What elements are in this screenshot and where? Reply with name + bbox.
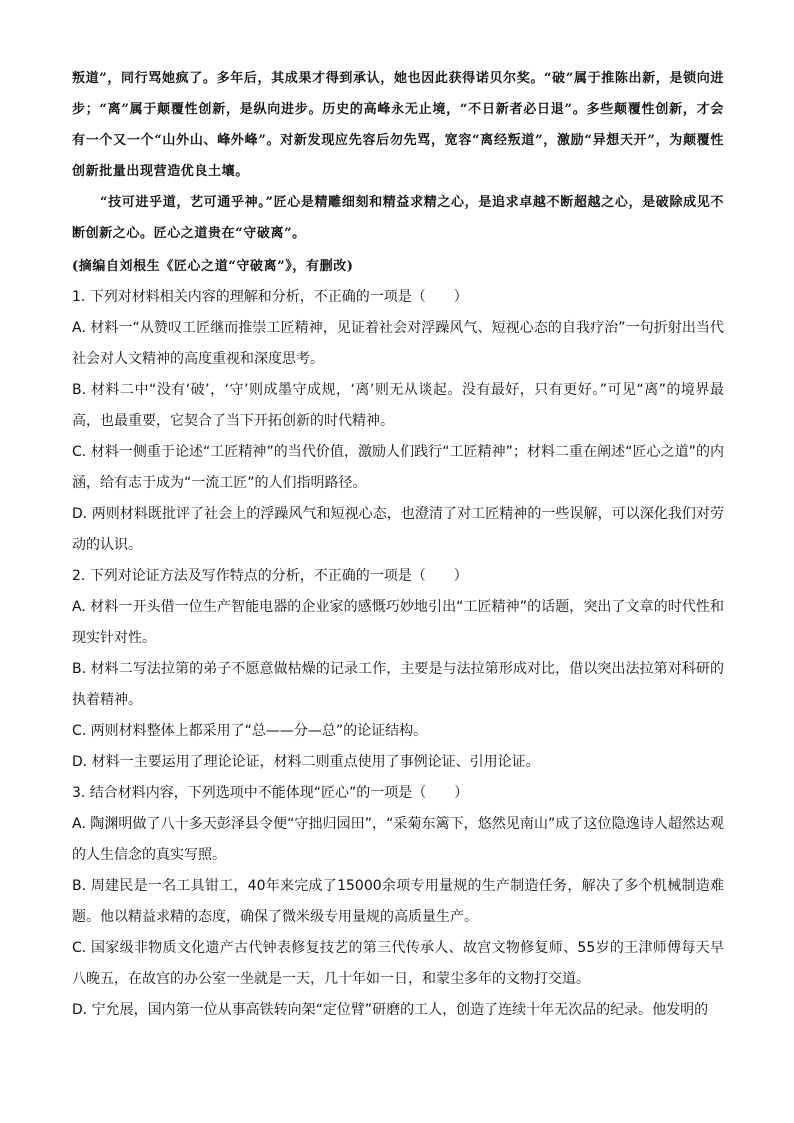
- question-option: D. 宁允展，国内第一位从事高铁转向架“定位臂”研磨的工人，创造了连续十年无次品的纪录。他发明的: [72, 1002, 709, 1018]
- question-option: D. 材料一主要运用了理论论证，材料二则重点使用了事例论证、引用论证。: [72, 754, 540, 770]
- question-stem: 1. 下列对材料相关内容的理解和分析，不正确的一项是（ ）: [72, 289, 468, 305]
- passage-citation: (摘编自刘根生《匠心之道“守破离”》，有删改): [72, 259, 354, 274]
- question-option: C. 两则材料整体上都采用了“总——分—总”的论证结构。: [72, 723, 428, 739]
- question-option: D. 两则材料既批评了社会上的浮躁风气和短视心态，也澄清了对工匠精神的一些误解，可以深化我们对劳动的认识。: [72, 506, 724, 553]
- question-stem: 3. 结合材料内容，下列选项中不能体现“匠心”的一项是（ ）: [72, 785, 469, 801]
- question-option: B. 材料二写法拉第的弟子不愿意做枯燥的记录工作，主要是与法拉第形成对比，借以突出法拉第对科研的执着精神。: [72, 661, 724, 708]
- question-option: A. 材料一“从赞叹工匠继而推崇工匠精神，见证着社会对浮躁风气、短视心态的自我疗治”一句折射出当代社会对人文精神的高度重视和深度思考。: [72, 320, 724, 367]
- question-option: B. 周建民是一名工具钳工，40年来完成了15000余项专用量规的生产制造任务，解决了多个机械制造难题。他以精益求精的态度，确保了微米级专用量规的高质量生产。: [72, 878, 724, 925]
- question-option: C. 材料一侧重于论述“工匠精神”的当代价值，激励人们践行“工匠精神”；材料二重在阐述“匠心之道”的内涵，给有志于成为“一流工匠”的人们指明路径。: [72, 444, 724, 491]
- question-option: B. 材料二中“没有‘破’，‘守’则成墨守成规，‘离’则无从谈起。没有最好，只有更好。”可见“离”的境界最高，也最重要，它契合了当下开拓创新的时代精神。: [72, 382, 724, 429]
- passage-paragraph: 叛道”，同行骂她疯了。多年后，其成果才得到承认，她也因此获得诺贝尔奖。“破”属于推陈出新，是锁向进步；“离”属于颠覆性创新，是纵向进步。历史的高峰永无止境，“不日新者必日退”。多些颠覆性创新，才会有一个又一个“山外山、峰外峰”。对新发现应先容后勿先骂，宽容“离经叛道”，激励“异想天开”，为颠覆性创新批量出现营造优良土壤。: [72, 71, 724, 179]
- reading-passage: [72, 63, 724, 282]
- passage-paragraph: “技可进乎道，艺可通乎神。”匠心是精雕细刻和精益求精之心，是追求卓越不断超越之心，是破除成见不断创新之心。匠心之道贵在“守破离”。: [72, 195, 724, 241]
- question-option: A. 材料一开头借一位生产智能电器的企业家的感慨巧妙地引出“工匠精神”的话题，突出了文章的时代性和现实针对性。: [72, 599, 724, 646]
- question-list: [72, 282, 724, 1026]
- question-option: C. 国家级非物质文化遗产古代钟表修复技艺的第三代传承人、故宫文物修复师、55岁的王津师傅每天早八晚五，在故宫的办公室一坐就是一天，几十年如一日，和蒙尘多年的文物打交道。: [72, 940, 724, 987]
- question-stem: 2. 下列对论证方法及写作特点的分析，不正确的一项是（ ）: [72, 568, 468, 584]
- question-option: A. 陶渊明做了八十多天彭泽县令便“守拙归园田”，“采菊东篱下，悠然见南山”成了这位隐逸诗人超然达观的人生信念的真实写照。: [72, 816, 724, 863]
